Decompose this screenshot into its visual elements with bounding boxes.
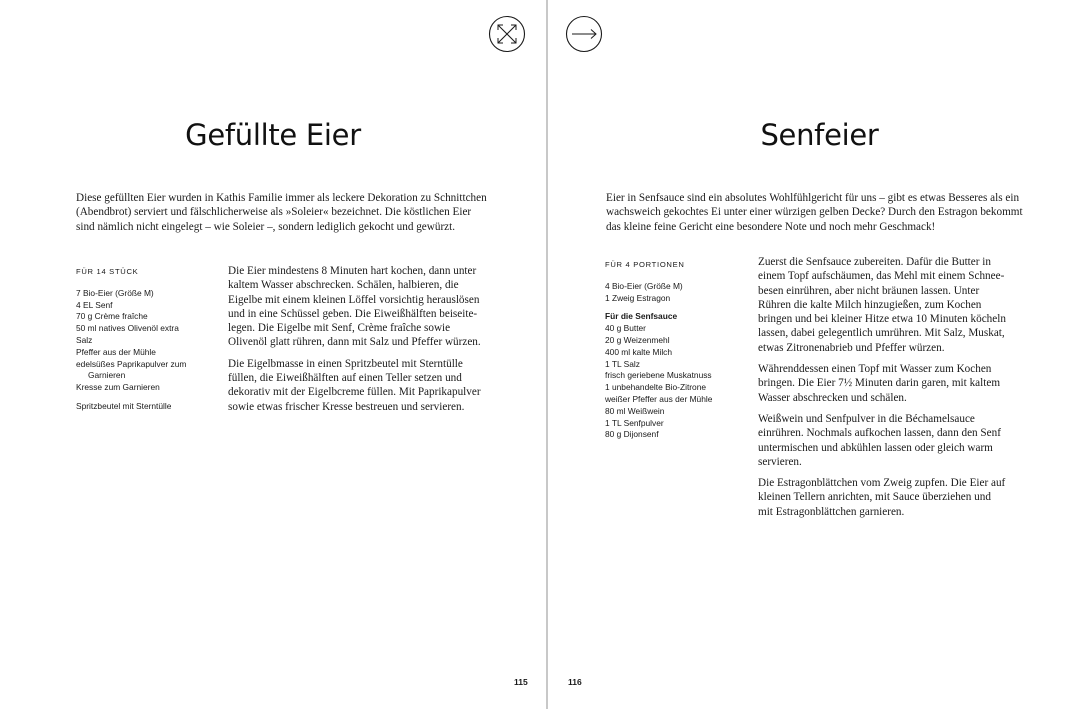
ingredient-item: 7 Bio-Eier (Größe M) [76, 287, 154, 298]
method-line: Die Eigelbmasse in einen Spritzbeutel mit Sterntülle [228, 357, 463, 370]
ingredient-subheading: Für die Senfsauce [605, 311, 678, 322]
right-page [548, 0, 1091, 709]
ingredient-item: 4 Bio-Eier (Größe M) [605, 280, 683, 291]
page-number: 116 [568, 677, 582, 687]
method-line: Zuerst die Senfsauce zubereiten. Dafür die Butter in [758, 256, 991, 268]
method-line: und in eine Schüssel geben. Die Eiweißhälften beiseite- [228, 307, 478, 320]
ingredient-item: weißer Pfeffer aus der Mühle [605, 393, 713, 404]
method-line: untermischen und abkühlen lassen oder gleich warm [758, 441, 993, 454]
ingredients-list [605, 259, 745, 441]
ingredient-item: Pfeffer aus der Mühle [76, 346, 156, 357]
method-line: bringen und bei kleiner Hitze etwa 10 Minuten köcheln [758, 313, 1006, 326]
ingredient-item: 1 unbehandelte Bio-Zitrone [605, 382, 707, 393]
intro-text [76, 191, 496, 234]
intro-line: Eier in Senfsauce sind ein absolutes Wohlfühlgericht für uns – gibt es etwas Besseres als ein [606, 192, 1020, 204]
method-line: kaltem Wasser abschrecken. Schälen, halbieren, die [228, 279, 459, 292]
method-line: Die Eier mindestens 8 Minuten hart kochen, dann unter [228, 265, 477, 277]
servings-label: FÜR 4 PORTIONEN [605, 260, 685, 269]
method-line: sowie etwas frischer Kresse bestreuen und servieren. [228, 400, 465, 413]
ingredient-item: 40 g Butter [605, 323, 646, 334]
method-paragraph [758, 412, 1058, 469]
ingredient-item: 400 ml kalte Milch [605, 346, 673, 357]
method-line: Wasser abschrecken und schälen. [758, 391, 907, 404]
method-line: füllen, die Eiweißhälften auf einen Teller setzen und [228, 372, 462, 385]
ingredient-item: 70 g Crème fraîche [76, 311, 148, 322]
method-text [228, 264, 528, 421]
intro-line: wachsweich gekochtes Ei unter einer würzigen gelben Decke? Durch den Estragon bekommt [606, 206, 1023, 219]
expand-arrows-icon[interactable] [488, 15, 526, 53]
ingredient-item: 4 EL Senf [76, 299, 113, 310]
ingredient-item: edelsüßes Paprikapulver zum Garnieren [76, 358, 187, 381]
method-line: Olivenöl glatt rühren, dann mit Salz und Pfeffer würzen. [228, 336, 481, 349]
method-line: Rühren die kalte Milch hinzugießen, zum Kochen [758, 298, 982, 311]
ingredient-item: 1 TL Salz [605, 358, 640, 369]
method-line: einrühren. Nochmals aufkochen lassen, dann den Senf [758, 427, 1001, 440]
intro-line: (Abendbrot) serviert und fälschlicherweise als »Soleier« bezeichnet. Die köstlichen Eier [76, 206, 472, 219]
ingredient-item: 1 Zweig Estragon [605, 292, 671, 303]
ingredient-item: Spritzbeutel mit Sterntülle [76, 400, 172, 411]
method-paragraph [758, 476, 1058, 519]
recipe-title: Gefüllte Eier [185, 118, 361, 152]
method-line: Währenddessen einen Topf mit Wasser zum Kochen [758, 363, 992, 376]
method-line: bringen. Die Eier 7½ Minuten darin garen, mit kaltem [758, 377, 1001, 390]
ingredient-item: 80 g Dijonsenf [605, 429, 659, 440]
intro-line: sind nämlich nicht eingelegt – wie Soleier –, sondern lediglich gekocht und gewürzt. [76, 220, 456, 233]
method-line: einem Topf aufschäumen, das Mehl mit einem Schnee- [758, 270, 1005, 283]
intro-text [606, 191, 1046, 234]
method-line: Eigelbe mit einem kleinen Löffel vorsichtig herauslösen [228, 293, 480, 306]
page-number: 115 [514, 677, 528, 687]
ingredient-item: 1 TL Senfpulver [605, 417, 664, 428]
method-paragraph [228, 357, 528, 414]
ingredient-item: frisch geriebene Muskatnuss [605, 370, 712, 381]
method-line: besen einrühren, aber nicht bräunen lassen. Unter [758, 284, 980, 297]
method-line: legen. Die Eigelbe mit Senf, Crème fraîche sowie [228, 322, 451, 335]
ingredient-item: 50 ml natives Olivenöl extra [76, 323, 179, 334]
ingredient-item: 20 g Weizenmehl [605, 334, 670, 345]
servings-label: FÜR 14 STÜCK [76, 267, 139, 276]
method-paragraph [228, 264, 528, 350]
method-line: etwas Zitronenabrieb und Pfeffer würzen. [758, 341, 945, 354]
method-text [758, 255, 1058, 526]
intro-line: Diese gefüllten Eier wurden in Kathis Familie immer als leckere Dekoration zu Schnittchen [76, 192, 487, 204]
method-line: dekorativ mit der Eigelbcreme füllen. Mit Paprikapulver [228, 386, 481, 399]
ingredient-item: Kresse zum Garnieren [76, 382, 160, 393]
method-line: lassen, dabei gelegentlich umrühren. Mit Salz, Muskat, [758, 327, 1005, 340]
ingredient-item: Salz [76, 334, 93, 345]
arrow-right-icon[interactable] [565, 15, 603, 53]
method-line: servieren. [758, 455, 802, 468]
method-line: Weißwein und Senfpulver in die Béchamelsauce [758, 412, 975, 425]
ingredient-item: 80 ml Weißwein [605, 405, 665, 416]
method-paragraph [758, 362, 1058, 405]
ingredients-list [76, 266, 206, 413]
method-line: kleinen Tellern anrichten, mit Sauce überziehen und [758, 491, 991, 504]
intro-line: das kleine feine Gericht eine besondere Note und noch mehr Geschmack! [606, 220, 936, 233]
method-line: Die Estragonblättchen vom Zweig zupfen. Die Eier auf [758, 477, 1006, 490]
method-line: mit Estragonblättchen garnieren. [758, 505, 905, 518]
recipe-title: Senfeier [760, 118, 879, 152]
method-paragraph [758, 255, 1058, 355]
